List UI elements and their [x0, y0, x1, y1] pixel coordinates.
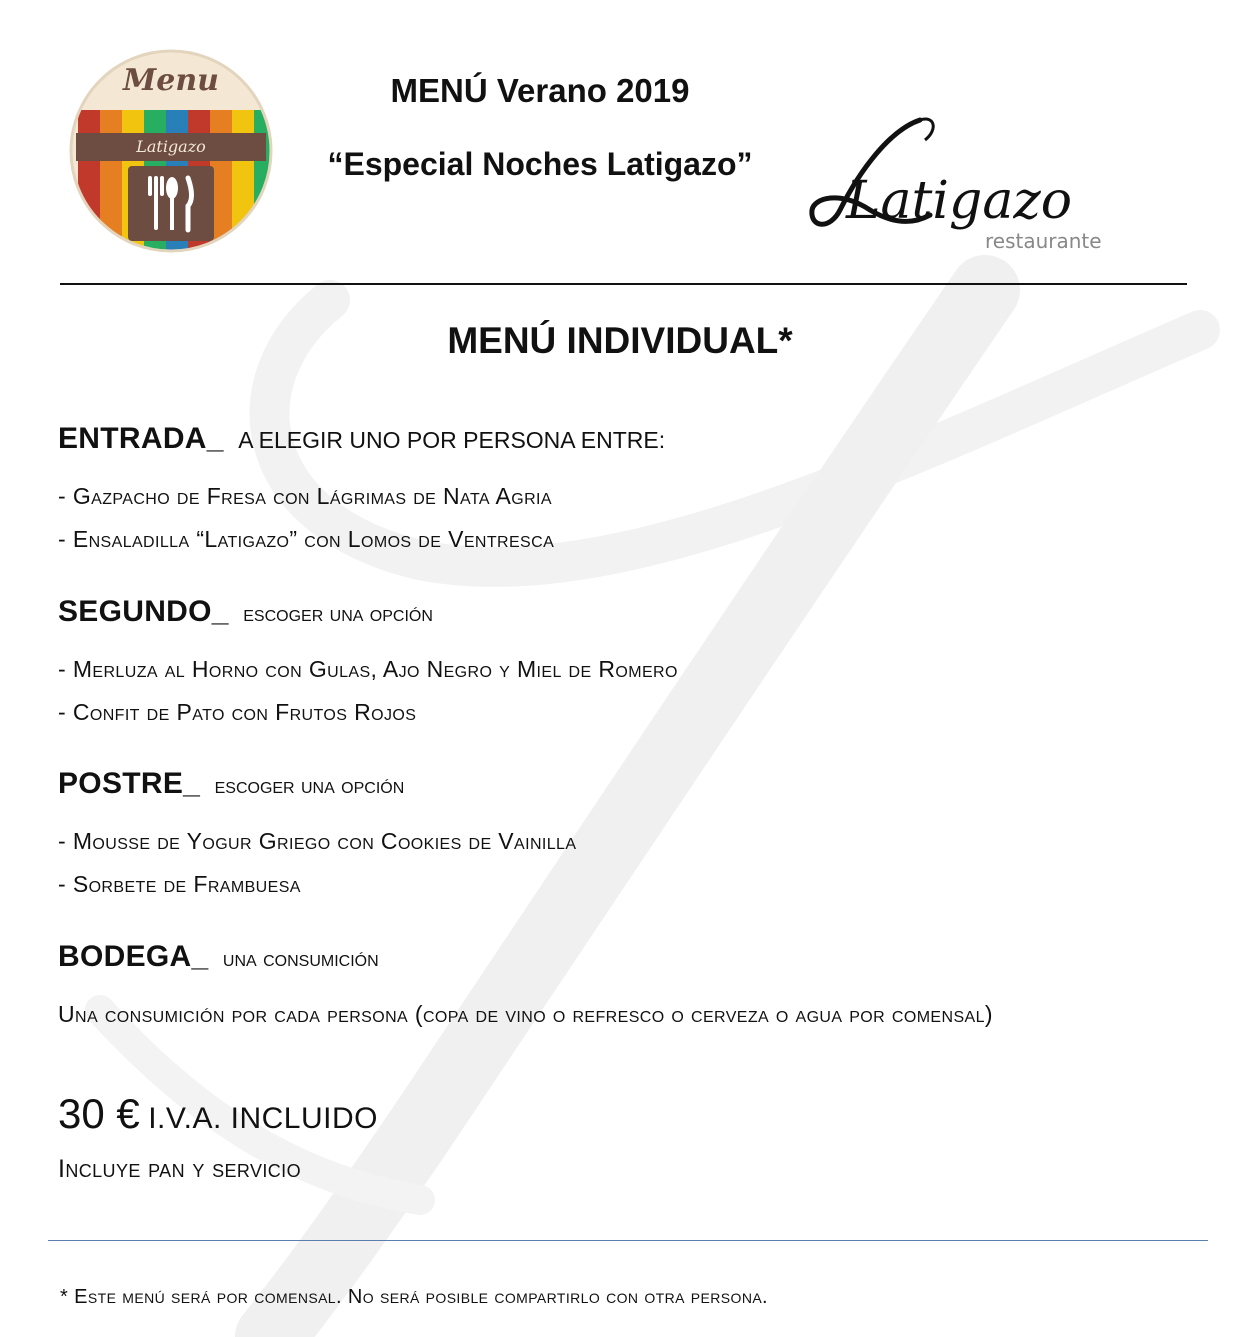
round-logo-banner: Latigazo — [136, 137, 206, 156]
section-name: SEGUNDO_ — [58, 595, 229, 628]
menu-item: - Mousse de Yogur Griego con Cookies de Vainilla — [58, 828, 577, 854]
latigazo-restaurante-logo — [800, 110, 1120, 260]
menu-item: Una consumición por cada persona (copa de vino o refresco o cerveza o agua por comensal) — [58, 1001, 993, 1027]
section-name: POSTRE_ — [58, 767, 201, 800]
section-entrada — [58, 422, 1200, 554]
menu-item: - Sorbete de Frambuesa — [58, 871, 301, 897]
footnote: * Este menú será por comensal. No será posible compartirlo con otra persona. — [60, 1286, 769, 1308]
price-block — [58, 1090, 378, 1138]
menu-individual-title: MENÚ INDIVIDUAL* — [447, 320, 793, 361]
menu-item: - Gazpacho de Fresa con Lágrimas de Nata Agria — [58, 483, 552, 509]
menu-item: - Merluza al Horno con Gulas, Ajo Negro y Miel de Romero — [58, 656, 678, 682]
section-note: A ELEGIR UNO POR PERSONA ENTRE: — [238, 427, 666, 453]
section-segundo — [58, 595, 1200, 727]
menu-latigazo-logo — [68, 48, 274, 254]
top-divider — [60, 283, 1187, 285]
script-logo-word: Latigazo — [846, 171, 1073, 231]
menu-header-title: MENÚ Verano 2019 — [390, 72, 690, 109]
bottom-divider — [48, 1240, 1208, 1241]
price-amount: 30 € — [58, 1090, 140, 1137]
price-label: I.V.A. INCLUIDO — [148, 1102, 378, 1135]
section-bodega — [58, 940, 1200, 1029]
menu-item: - Ensaladilla “Latigazo” con Lomos de Ventresca — [58, 526, 555, 552]
section-note: escoger una opción — [243, 600, 433, 626]
section-name: BODEGA_ — [58, 940, 209, 973]
script-logo-tag: restaurante — [985, 229, 1102, 253]
round-logo-word: Menu — [123, 63, 219, 98]
section-note: una consumición — [222, 945, 379, 971]
section-postre — [58, 767, 1200, 899]
price-note: Incluye pan y servicio — [58, 1155, 301, 1183]
section-note: escoger una opción — [214, 772, 405, 798]
menu-header-subtitle: “Especial Noches Latigazo” — [327, 146, 753, 182]
section-name: ENTRADA_ — [58, 422, 224, 455]
menu-item: - Confit de Pato con Frutos Rojos — [58, 699, 417, 725]
